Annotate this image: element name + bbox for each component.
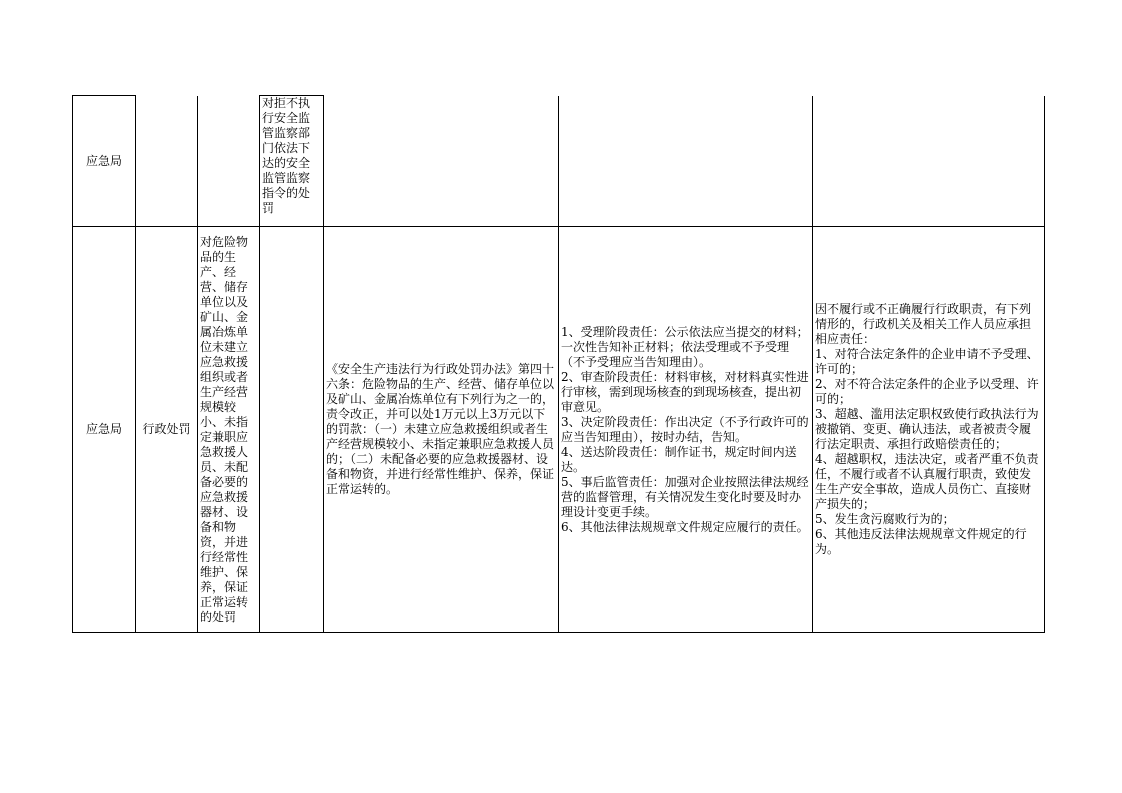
duty-cell	[559, 96, 813, 227]
authority-table	[72, 95, 1045, 633]
category-cell: 行政处罚	[136, 227, 198, 633]
category-cell	[136, 96, 198, 227]
basis-cell: 《安全生产违法行为行政处罚办法》第四十六条：危险物品的生产、经营、储存单位以及矿山、金属冶炼单位有下列行为之一的，责令改正，并可以处1万元以上3万元以下的罚款：（一）未建立应急救援组织或者生产经营规模较小、未指定兼职应急救援人员的；（二）未配备必要的应急救援器材、设备和物资，并进行经常性维护、保养，保证正常运转的。	[324, 227, 559, 633]
duty-cell: 1、受理阶段责任：公示依法应当提交的材料；一次性告知补正材料；依法受理或不予受理（不予受理应当告知理由）。 2、审查阶段责任：材料审核，对材料真实性进行审核，需到现场核查的到现场核查，提出初审意见。 3、决定阶段责任：作出决定（不予行政许可的应当告知理由），按时办结，告知。 4、送达阶段责任：制作证书，规定时间内送达。 5、事后监管责任：加强对企业按照法律法规经营的监督管理，有关情况发生变化时要及时办理设计变更手续。 6、其他法律法规规章文件规定应履行的责任。	[559, 227, 813, 633]
item-cell	[198, 96, 260, 227]
table-row	[73, 96, 1045, 227]
accountability-cell: 因不履行或不正确履行行政职责，有下列情形的，行政机关及相关工作人员应承担相应责任： 1、对符合法定条件的企业申请不予受理、许可的； 2、对不符合法定条件的企业予以受理、许可的； 3、超越、滥用法定职权致使行政执法行为被撤销、变更、确认违法，或者被责令履行法定职责、承担行政赔偿责任的； 4、超越职权，违法决定，或者严重不负责任，不履行或者不认真履行职责，致使发生生产安全事故，造成人员伤亡、直接财产损失的； 5、发生贪污腐败行为的； 6、其他违反法律法规规章文件规定的行为。	[813, 227, 1045, 633]
basis-cell	[324, 96, 559, 227]
sub-item-cell	[260, 227, 324, 633]
dept-cell: 应急局	[73, 96, 136, 227]
dept-cell: 应急局	[73, 227, 136, 633]
accountability-cell	[813, 96, 1045, 227]
sub-item-cell: 对拒不执行安全监管监察部门依法下达的安全监管监察指令的处罚	[260, 96, 324, 227]
item-cell: 对危险物品的生产、经营、储存单位以及矿山、金属冶炼单位未建立应急救援组织或者生产经营规模较小、未指定兼职应急救援人员、未配备必要的应急救援器材、设备和物资，并进行经常性维护、保养，保证正常运转的处罚	[198, 227, 260, 633]
table-row	[73, 227, 1045, 633]
